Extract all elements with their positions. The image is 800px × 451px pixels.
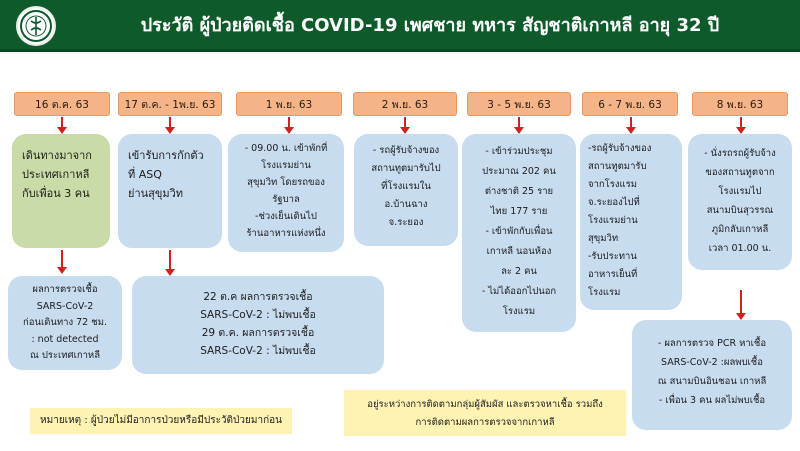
remark-note: หมายเหตุ : ผู้ป่วยไม่มีอาการป่วยหรือมีประวัติป่วยมาก่อน — [30, 408, 292, 434]
tracking-note: อยู่ระหว่างการติดตามกลุ่มผู้สัมผัส และตรวจหาเชื้อ รวมถึง การติดตามผลการตรวจจากเกาหลี — [344, 390, 626, 436]
page-title: ประวัติ ผู้ป่วยติดเชื้อ COVID-19 เพศชาย ทหาร สัญชาติเกาหลี อายุ 32 ปี — [140, 15, 720, 36]
down-arrow-icon — [57, 117, 67, 134]
down-arrow-icon — [284, 117, 294, 134]
test-result-card: 22 ต.ค ผลการตรวจเชื้อ SARS-CoV-2 : ไม่พบเชื้อ 29 ต.ค. ผลการตรวจเชื้อ SARS-CoV-2 : ไม่พบเชื้อ — [132, 276, 384, 374]
event-card: เดินทางมาจาก ประเทศเกาหลี กับเพื่อน 3 คน — [12, 134, 110, 248]
down-arrow-icon — [514, 117, 524, 134]
ministry-logo-icon — [16, 6, 56, 46]
down-arrow-icon — [165, 250, 175, 276]
event-card: - เข้าร่วมประชุม ประมาณ 202 คน ต่างชาติ 25 ราย ไทย 177 ราย - เข้าพักกับเพื่อน เกาหลี นอนห้อง ละ 2 คน - ไม่ได้ออกไปนอก โรงแรม — [462, 134, 576, 332]
date-label: 17 ต.ค. - 1พ.ย. 63 — [118, 92, 222, 116]
test-result-card: ผลการตรวจเชื้อ SARS-CoV-2 ก่อนเดินทาง 72 ชม. : not detected ณ ประเทศเกาหลี — [8, 276, 122, 370]
date-label: 3 - 5 พ.ย. 63 — [467, 92, 571, 116]
down-arrow-icon — [736, 117, 746, 134]
down-arrow-icon — [165, 117, 175, 134]
date-label: 8 พ.ย. 63 — [692, 92, 788, 116]
down-arrow-icon — [626, 117, 636, 134]
event-card: - 09.00 น. เข้าพักที่ โรงแรมย่าน สุขุมวิท โดยรถของ รัฐบาล -ช่วงเย็นเดินไป ร้านอาหารแห่งหนึ่ง — [228, 134, 344, 252]
header-bar — [0, 0, 800, 52]
down-arrow-icon — [57, 250, 67, 274]
event-card: เข้ารับการกักตัว ที่ ASQ ย่านสุขุมวิท — [118, 134, 222, 248]
date-label: 16 ต.ค. 63 — [14, 92, 110, 116]
test-result-card: - ผลการตรวจ PCR หาเชื้อ SARS-CoV-2 :ผลพบเชื้อ ณ สนามบินอินชอน เกาหลี - เพื่อน 3 คน ผลไม่พบเชื้อ — [632, 320, 792, 430]
event-card: -รถผู้รับจ้างของ สถานทูตมารับ จากโรงแรม จ.ระยองไปที่ โรงแรมย่าน สุขุมวิท -รับประทาน อาหารเย็นที่ โรงแรม — [580, 134, 682, 310]
down-arrow-icon — [400, 117, 410, 134]
date-label: 6 - 7 พ.ย. 63 — [582, 92, 678, 116]
date-label: 1 พ.ย. 63 — [236, 92, 342, 116]
event-card: - นั่งรถรถผู้รับจ้าง ของสถานทูตจาก โรงแรมไป สนามบินสุวรรณ ภูมิกลับเกาหลี เวลา 01.00 น. — [688, 134, 792, 270]
date-label: 2 พ.ย. 63 — [353, 92, 457, 116]
down-arrow-icon — [736, 290, 746, 320]
event-card: - รถผู้รับจ้างของ สถานทูตมารับไป ที่โรงแรมใน อ.บ้านฉาง จ.ระยอง — [354, 134, 458, 246]
